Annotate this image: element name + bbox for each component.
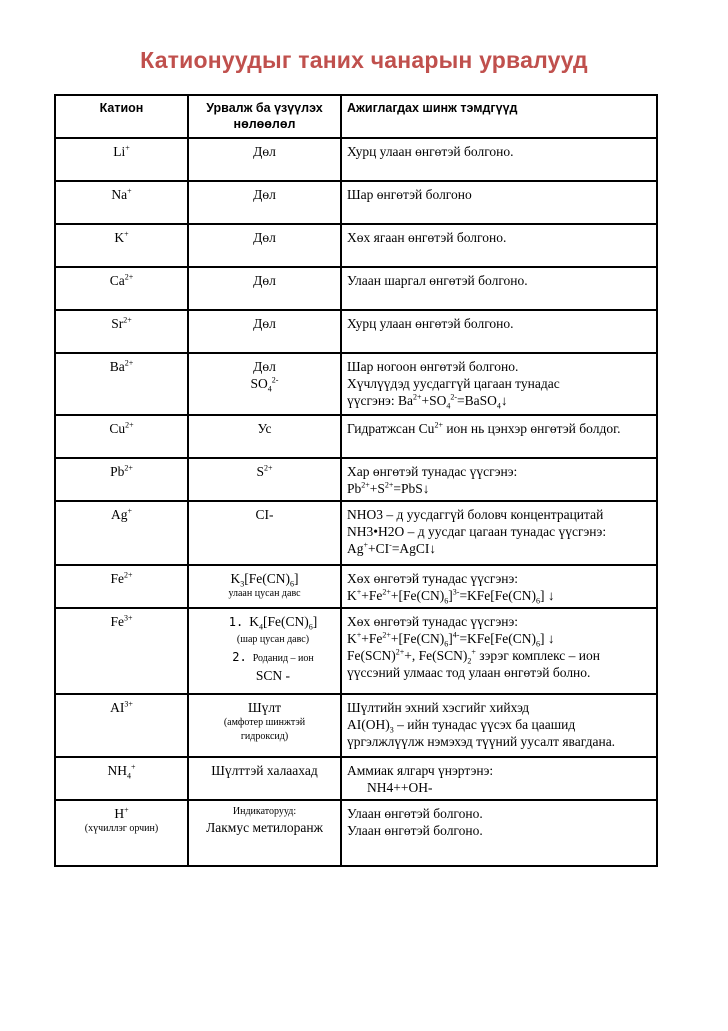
reagent-cell: Дөл [188,138,341,181]
cation-charge: 2+ [124,358,134,368]
reagent-note: гидроксид) [240,731,289,742]
page-title: Катионуудыг таних чанарын урвалууд [140,47,588,73]
cation-charge: + [124,805,129,815]
cation-charge: 2+ [124,272,134,282]
cation-charge: 2+ [123,570,133,580]
table-row [55,181,657,224]
observation-cell: Хурц улаан өнгөтэй болгоно. [341,310,657,353]
table-row [55,267,657,310]
cation-cell [55,501,188,565]
observation-line: Fe(SCN)$^{2+}$+, $Fe(SCN)_2^+$ зэрэг комплекс – ион [347,647,600,666]
observation-line: Хар өнгөтэй тунадас үүсгэнэ: [347,464,518,479]
cation-cell [55,565,188,608]
cation-cell [55,458,188,501]
observation-cell: Гидратжсан $Cu^{2+}$ ион нь цэнхэр өнгөтэй болдог. [341,415,657,458]
cation-cell [55,310,188,353]
cation-cell [55,800,188,866]
header-cation: Катион [55,95,188,138]
reagent-cell: CI- [188,501,341,565]
cation-charge: 2+ [125,420,134,430]
cation-symbol: NH [107,763,127,778]
cation-cell [55,224,188,267]
reagent-line: Дөл [253,359,276,374]
cation-cell [55,181,188,224]
observation-cell [341,501,657,565]
cation-symbol: H [114,806,125,821]
reagent-note: (шар цусан давс) [236,634,310,645]
reagent-cell: Индикаторууд: Лакмус метилоранж [188,800,341,866]
observation-line: үргэлжлүүлж нэмэхэд түүний уусалт явагдана. [347,734,616,749]
cation-charge: + [127,186,132,196]
cation-cell [55,415,188,458]
cation-symbol: Ag [110,507,128,522]
reagent-cell: $S^{2+}$ [188,458,341,501]
reagent-cell: 1. $K_4[Fe(CN)_6]$ (шар цусан давс) 2. Роданид – ион SCN - [188,608,341,694]
observation-cell [341,757,657,800]
header-observation: Ажиглагдах шинж тэмдгүүд [341,95,657,138]
cation-cell [55,267,188,310]
observation-line: $K^++Fe^{2+}+[Fe(CN)_6]^{4-}=KFe[Fe(CN)_6]$ ↓ [347,630,555,649]
observation-line: үүссэний улмаас тод улаан өнгөтэй болно. [347,665,591,680]
reagent-cell: Ус [188,415,341,458]
cation-charge: + [124,229,129,239]
observation-cell [341,608,657,694]
observation-line: $Pb^{2+}+S^{2+}=PbS↓$ [347,480,430,496]
cation-charge: 2+ [123,315,132,325]
observation-line: NH4++OH- [367,780,433,795]
cation-symbol: Ba [109,359,125,374]
cation-cell [55,608,188,694]
observation-line: Хөх өнгөтэй тунадас үүсгэнэ: [347,614,519,629]
table-row [55,608,657,694]
cation-charge: + [130,762,136,772]
table-row [55,800,657,866]
table-row [55,224,657,267]
table-row [55,565,657,608]
observation-cell: Хөх ягаан өнгөтэй болгоно. [341,224,657,267]
cation-charge: + [127,506,132,516]
cation-symbol: Cu [109,421,126,436]
table-header-row [55,95,657,138]
observation-cell [341,353,657,415]
table-row [55,138,657,181]
cation-reaction-table [54,94,658,867]
observation-line: Ag++CI-=AgCI↓ [347,540,437,556]
observation-cell [341,800,657,866]
reagent-note: улаан цусан давс [228,588,301,599]
observation-line: $AI(OH)_3$ – ийн тунадас үүсэх ба цаашид [347,717,576,735]
reagent-cell: Шүлт (амфотер шинжтэй гидроксид) [188,694,341,757]
table-row [55,458,657,501]
observation-line: NHO3 – д уусдаггүй боловч концентрацитай [347,507,604,522]
reagent-cell: Дөл [188,310,341,353]
reagent-cell: $K_3[Fe(CN)_6]$ улаан цусан давс [188,565,341,608]
cation-charge: + [125,143,130,153]
reagent-cell: Дөл [188,224,341,267]
observation-line: Улаан өнгөтэй болгоно. [347,806,483,821]
observation-line: Аммиак ялгарч үнэртэнэ: [347,763,494,778]
cation-symbol: Fe [110,614,124,629]
cation-symbol: K [114,230,125,245]
cation-cell [55,694,188,757]
reagent-line: $SO_4^{2-}$ [250,375,279,394]
cation-symbol: Na [111,187,128,202]
cation-charge: 2+ [124,463,133,473]
cation-symbol: Pb [110,464,125,479]
cation-charge: 3+ [123,613,133,623]
table-row [55,757,657,800]
header-reagent: Урвалж ба үзүүлэх нөлөөлөл [188,95,341,138]
table-row [55,694,657,757]
reagent-cell: Шүлттэй халаахад [188,757,341,800]
cation-symbol: Li [113,144,126,159]
table-row [55,353,657,415]
observation-line: $K^++Fe^{2+}+[Fe(CN)_6]^{3-}=KFe[Fe(CN)_6]$ ↓ [347,587,555,606]
reagent-cell: Дөл [188,267,341,310]
cation-cell: $NH_4^+$ [55,757,188,800]
reagent-cell: Дөл [188,181,341,224]
observation-cell: Хурц улаан өнгөтэй болгоно. [341,138,657,181]
cation-cell [55,138,188,181]
observation-cell: Шар өнгөтэй болгоно [341,181,657,224]
observation-line: үүсгэнэ: $Ba^{2+}+SO_4^{2-}=BaSO_4↓$ [347,392,508,411]
observation-line: Шүлтийн эхний хэсгийг хийхэд [347,700,530,715]
observation-cell [341,694,657,757]
cation-cell [55,353,188,415]
observation-line: Улаан өнгөтэй болгоно. [347,823,483,838]
cation-note: (хүчиллэг орчин) [84,823,159,834]
reagent-cell [188,353,341,415]
observation-line: Хөх өнгөтэй тунадас үүсгэнэ: [347,571,519,586]
table-row [55,415,657,458]
observation-cell: Улаан шаргал өнгөтэй болгоно. [341,267,657,310]
observation-line: NH3•H2O – д уусдаг цагаан тунадас үүсгэнэ: [347,524,607,539]
cation-symbol: AI [110,700,125,715]
reagent-note: Индикаторууд: [232,806,297,817]
cation-symbol: Sr [111,316,124,331]
observation-cell [341,458,657,501]
cation-symbol: Fe [110,571,124,586]
cation-symbol: Ca [109,273,125,288]
observation-line: Шар ногоон өнгөтэй болгоно. [347,359,519,374]
table-row [55,501,657,565]
cation-charge: 3+ [124,699,133,709]
observation-line: Хүчлүүдэд уусдаггүй цагаан тунадас [347,376,560,391]
observation-cell [341,565,657,608]
table-row [55,310,657,353]
reagent-note: (амфотер шинжтэй [223,717,306,728]
